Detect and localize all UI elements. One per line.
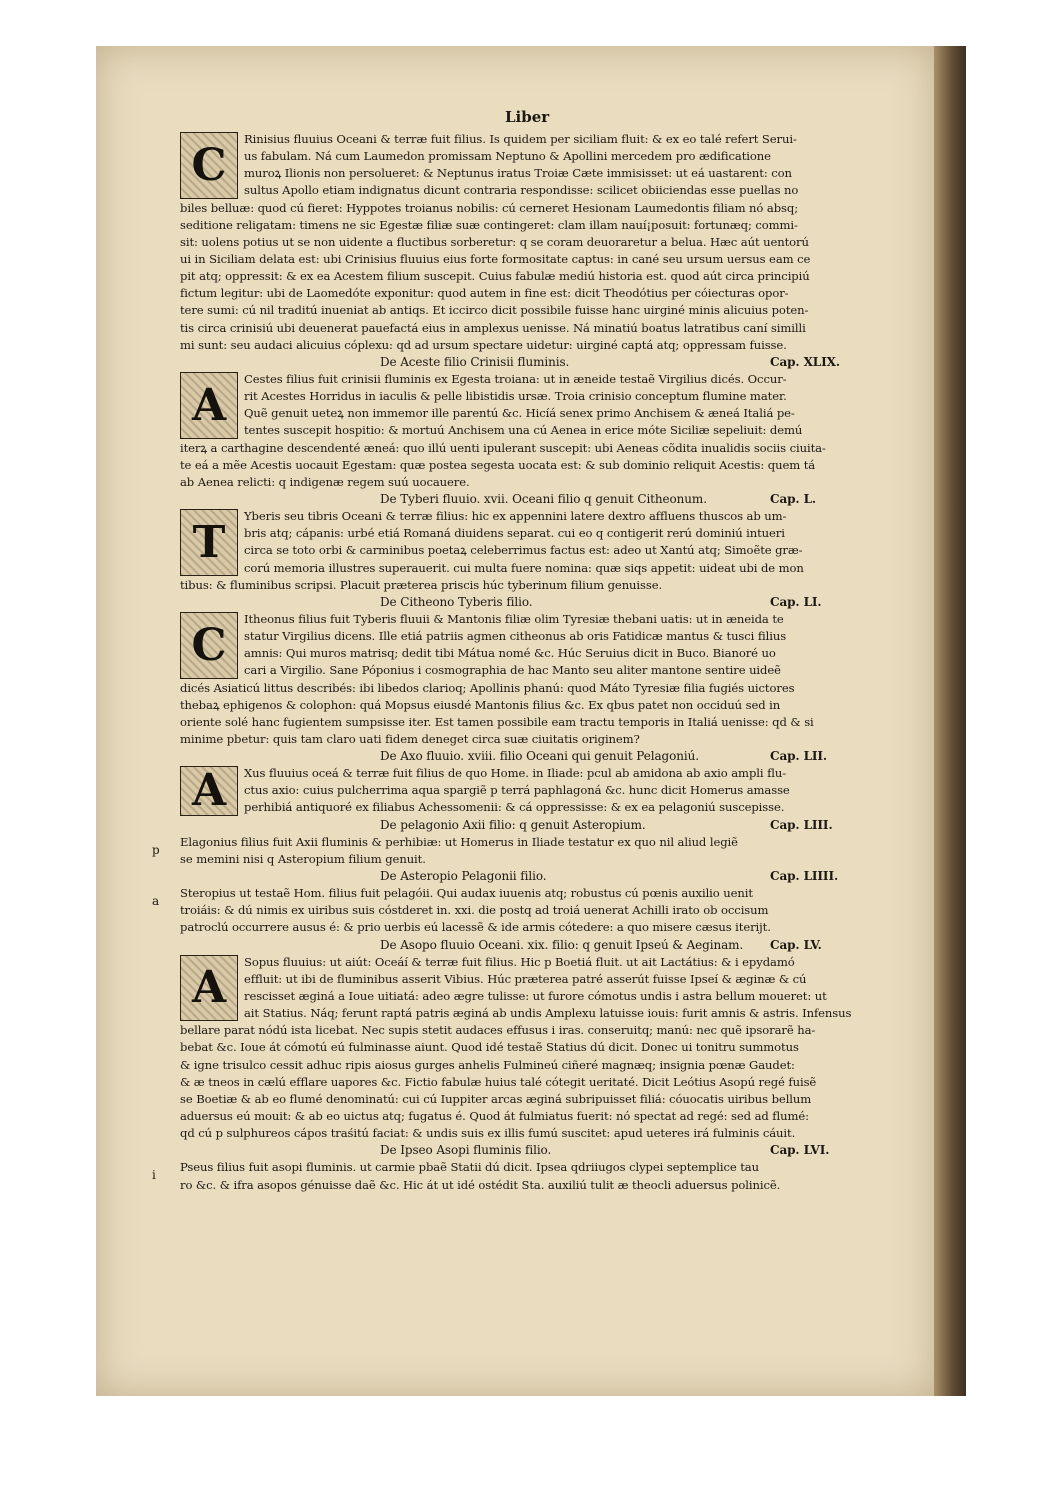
text-line: iterꝝ a carthagine descendenté æneá: quo illú uenti ipulerant suscepit: ubi Aeneas cõdita inualidis sociis ciuita-: [180, 440, 826, 455]
text-line: us fabulam. Ná cum Laumedon promissam Neptuno & Apollini mercedem pro ædificatione: [244, 149, 771, 164]
text-line: Steropius ut testaẽ Hom. filius fuit pelagóii. Qui audax iuuenis atq; robustus cú pœnis auxilio uenit: [180, 886, 753, 901]
text-line: ab Aenea relicti: q indigenæ regem suú uocauere.: [180, 474, 470, 489]
text-line: rescisset æginá a Ioue uitiatá: adeo ægre tulisse: ut furore cómotus undis i astra bellum moueret: ut: [244, 989, 827, 1004]
chapter-heading: [180, 491, 880, 508]
text-line: Sopus fluuius: ut aiút: Oceáí & terræ fuit filius. Hic p Boetiá fluit. ut ait Lactátius: & i epydamó: [244, 954, 795, 969]
text-line: effluit: ut ibi de fluminibus asserit Vibius. Húc præterea patré asserút fuisse Ipseí & æginæ & cú: [244, 971, 807, 986]
text-line: bellare parat nódú ista licebat. Nec supis stetit audaces effusus i iras. conseruitq; manú: nec quẽ ipsorarẽ ha-: [180, 1023, 816, 1038]
text-line: pit atq; oppressit: & ex ea Acestem filium suscepit. Cuius fabulæ mediú historia est. quod aút circa principiú: [180, 269, 810, 284]
text-line: minime pbetur: quis tam claro uati fidem deneget circa suæ ciuitatis originem?: [180, 731, 640, 746]
chapter-title: De Citheono Tyberis filio.: [380, 594, 533, 609]
text-line: aduersus eú mouit: & ab eo uictus atq; fugatus é. Quod át fulmiatus fuerit: nó spectat ad regé: sed ad flumé:: [180, 1109, 809, 1124]
text-line: tis circa crinisiú ubi deuenerat pauefactá eius in amplexus uenisse. Ná minatiú boatus latratibus caní similli: [180, 320, 806, 335]
decorated-initial: T: [180, 509, 238, 576]
section: [180, 748, 880, 817]
text-line: Quẽ genuit ueteꝝ non immemor ille parentú &c. Hicíá senex primo Anchisem & æneá Italiá pe-: [244, 406, 795, 421]
chapter-heading: [180, 354, 880, 371]
chapter-heading: [180, 594, 880, 611]
chapter-title: De pelagonio Axii filio: q genuit Asteropium.: [380, 817, 646, 832]
chapter-heading: [180, 1142, 880, 1159]
text-line: Elagonius filius fuit Axii fluminis & perhibiæ: ut Homerus in Iliade testatur ex quo nil aliud legiẽ: [180, 834, 738, 849]
guide-letter: i: [152, 1168, 156, 1183]
chapter-title: De Ipseo Asopi fluminis filio.: [380, 1143, 552, 1158]
chapter-number: Cap. L.: [770, 491, 816, 506]
text-line: te eá a mẽe Acestis uocauit Egestam: quæ postea segesta uocata est: & sub dominio reliquit Acestis: quem tá: [180, 457, 816, 472]
text-line: ro &c. & ifra asopos génuisse daẽ &c. Hic át ut idé ostédit Sta. auxiliú tulit æ theocli aduersus polinicẽ.: [180, 1177, 781, 1192]
decorated-initial: A: [180, 766, 238, 815]
text-line: ctus axio: cuius pulcherrima aqua spargiẽ p terrá paphlagoná &c. hunc dicit Homerus amasse: [244, 783, 790, 798]
decorated-initial: A: [180, 955, 238, 1022]
text-line: muroꝝ Ilionis non persolueret: & Neptunus iratus Troiæ Cæte immisisset: ut eá uastarent: con: [244, 166, 792, 181]
text-line: perhibiá antiquoré ex filiabus Achessomenii: & cá oppressisse: & ex ea pelagoniú suscepisse.: [244, 800, 785, 815]
chapter-heading: [180, 817, 880, 834]
text-line: biles belluæ: quod cú fieret: Hyppotes troianus nobilis: cú cerneret Hesionam Laumedontis filiam nó absq;: [180, 200, 799, 215]
chapter-number: Cap. XLIX.: [770, 354, 840, 369]
chapter-title: De Aceste filio Crinisii fluminis.: [380, 354, 570, 369]
text-line: Pseus filius fuit asopi fluminis. ut carmie pbaẽ Statii dú dicit. Ipsea qdriiugos clypei septemplice tau: [180, 1160, 759, 1175]
text-line: dicés Asiaticú littus describés: ibi libedos clarioq; Apollinis phanú: quod Máto Tyresiæ filia fugiés uictores: [180, 680, 795, 695]
text-line: Itheonus filius fuit Tyberis fluuii & Mantonis filiæ olim Tyresiæ thebani uatis: ut in æneida te: [244, 611, 784, 626]
section: [152, 1142, 880, 1193]
text-line: Xus fluuius oceá & terræ fuit filius de quo Home. in Iliade: pcul ab amidona ab axio ampli flu-: [244, 766, 787, 781]
text-line: rit Acestes Horridus in iaculis & pelle libistidis ursæ. Troia crinisio conceptum flumine mater.: [244, 389, 787, 404]
chapter-title: De Axo fluuio. xviii. filio Oceani qui genuit Pelagoniú.: [380, 749, 699, 764]
text-line: se Boetiæ & ab eo flumé denominatú: cui cú Iuppiter arcas æginá subripuisset filiá: cóuocatis uiribus bellum: [180, 1091, 812, 1106]
text-line: Rinisius fluuius Oceani & terræ fuit filius. Is quidem per siciliam fluit: & ex eo talé refert Serui-: [244, 132, 797, 146]
text-column: [152, 131, 880, 1194]
text-line: bris atq; cápanis: urbé etiá Romaná diuidens separat. cui eo q contigerit rerú dominiú intueri: [244, 526, 785, 541]
text-line: qd cú p sulphureos cápos traśitú faciat: & undis suis ex illis fumú suscitet: apud ueteres irá fulminis cáuit.: [180, 1126, 796, 1141]
text-line: sit: uolens potius ut se non uidente a fluctibus sorberetur: q se coram deuoraretur a belua. Hæc aút uentorú: [180, 234, 809, 249]
text-line: seditione religatam: timens ne sic Egestæ filiæ suæ contingeret: clam illam nauí¡posuit: fortunæq; commi-: [180, 217, 798, 232]
text-line: & igne trisulco cessit adhuc ripis aiosus gurges anhelis Fulmineú ciñeré magnæq; insignia pœnæ Gaudet:: [180, 1057, 795, 1072]
section: [180, 491, 880, 594]
section: [180, 594, 880, 748]
chapter-number: Cap. LIIII.: [770, 869, 839, 884]
decorated-initial: A: [180, 372, 238, 439]
text-line: patroclú occurrere ausus é: & prio uerbis eú lacessẽ & ide armis cótedere: a quo misere cæsus iterijt.: [180, 920, 771, 935]
text-line: & æ tneos in cælú efflare uapores &c. Fictio fabulæ huius talé cótegit ueritaté. Dicit Leótius Asopú regé fuisẽ: [180, 1074, 817, 1089]
chapter-title: De Asteropio Pelagonii filio.: [380, 869, 547, 884]
page-fore-edge: [934, 46, 966, 1396]
text-line: troiáis: & dú nimis ex uiribus suis cóstderet in. xxi. die postq ad troiá uenerat Achilli irato ob occisum: [180, 903, 769, 918]
text-line: tere sumi: cú nil traditú inueniat ab antiqs. Et iccirco dicit possibile fuisse hanc uirginé minis alicuius poten-: [180, 303, 809, 318]
section: [152, 817, 880, 868]
text-line: mi sunt: seu audaci alicuius cóplexu: qd ad ursum spectare uidetur: uirginé captá atq; oppressam fuisse.: [180, 337, 787, 352]
text-line: sultus Apollo etiam indignatus dicunt contraria respondisse: scilicet obiiciendas esse puellas no: [244, 183, 799, 198]
decorated-initial: C: [180, 132, 238, 199]
running-head: Liber: [505, 108, 550, 126]
text-line: cari a Virgilio. Sane Póponius i cosmographia de hac Manto seu aliter mantone sentire uideẽ: [244, 663, 781, 678]
chapter-number: Cap. LV.: [770, 937, 822, 952]
text-line: thebaꝝ ephigenos & colophon: quá Mopsus eiusdé Mantonis filius &c. Ex qbus patet non occiduú sed in: [180, 697, 781, 712]
text-line: tibus: & fluminibus scripsi. Placuit præterea priscis húc tyberinum filium genuisse.: [180, 577, 663, 592]
text-line: ait Statius. Náq; ferunt raptá patris æginá ab undis Amplexu latuisse iouis: furit amnis & astris. Infensus: [244, 1006, 852, 1021]
text-line: circa se toto orbi & carminibus poetaꝝ celeberrimus factus est: adeo ut Xantú atq; Simoẽte græ-: [244, 543, 803, 558]
text-line: bebat &c. Ioue át cómotú eú fulminasse aiunt. Quod idé testaẽ Statius dú dicit. Donec ui tonitru summotus: [180, 1040, 799, 1055]
guide-letter: a: [152, 894, 160, 909]
text-line: amnis: Qui muros matrisq; dedit tibi Mátua nomé &c. Húc Seruius dicit in Buco. Bianoré uo: [244, 646, 776, 661]
text-line: oriente solé hanc fugientem sumpsisse iter. Est tamen possibile eam tractu temporis in Italiá uenisse: qd & si: [180, 714, 814, 729]
text-line: Cestes filius fuit crinisii fluminis ex Egesta troiana: ut in æneide testaẽ Virgilius dicés. Occur-: [244, 371, 787, 386]
text-line: fictum legitur: ubi de Laomedóte exponitur: quod autem in fine est: dicit Theodótius per cóiecturas opor-: [180, 286, 789, 301]
chapter-title: De Tyberi fluuio. xvii. Oceani filio q genuit Citheonum.: [380, 491, 707, 506]
text-line: tentes suscepit hospitio: & mortuú Anchisem una cú Aenea in erice móte Siciliæ sepeliuit: demú: [244, 423, 803, 438]
text-line: corú memoria illustres superauerit. cui multa fuere nomina: quæ siqs appetit: uideat ubi de mon: [244, 560, 804, 575]
chapter-heading: [180, 937, 880, 954]
text-line: se memini nisi q Asteropium filium genuit.: [180, 851, 426, 866]
guide-letter: p: [152, 842, 160, 857]
text-line: Yberis seu tibris Oceani & terræ filius: hic ex appennini latere dextro affluens thuscos ab um-: [244, 509, 787, 524]
chapter-number: Cap. LVI.: [770, 1143, 830, 1158]
section: [180, 937, 880, 1143]
chapter-heading: [180, 868, 880, 885]
decorated-initial: C: [180, 612, 238, 679]
section: [180, 354, 880, 491]
text-line: ui in Siciliam delata est: ubi Crinisius fluuius eius forte formositate captus: in cané seu ursum uersus eam ce: [180, 251, 811, 266]
section: [152, 868, 880, 937]
chapter-number: Cap. LI.: [770, 594, 822, 609]
chapter-heading: [180, 748, 880, 765]
chapter-title: De Asopo fluuio Oceani. xix. filio: q genuit Ipseú & Aeginam.: [380, 937, 744, 952]
chapter-number: Cap. LII.: [770, 749, 828, 764]
chapter-number: Cap. LIII.: [770, 817, 833, 832]
section: [180, 131, 880, 354]
text-line: statur Virgilius dicens. Ille etiá patriis agmen citheonus ab oris Fatidicæ mantus & tusci filius: [244, 629, 787, 644]
